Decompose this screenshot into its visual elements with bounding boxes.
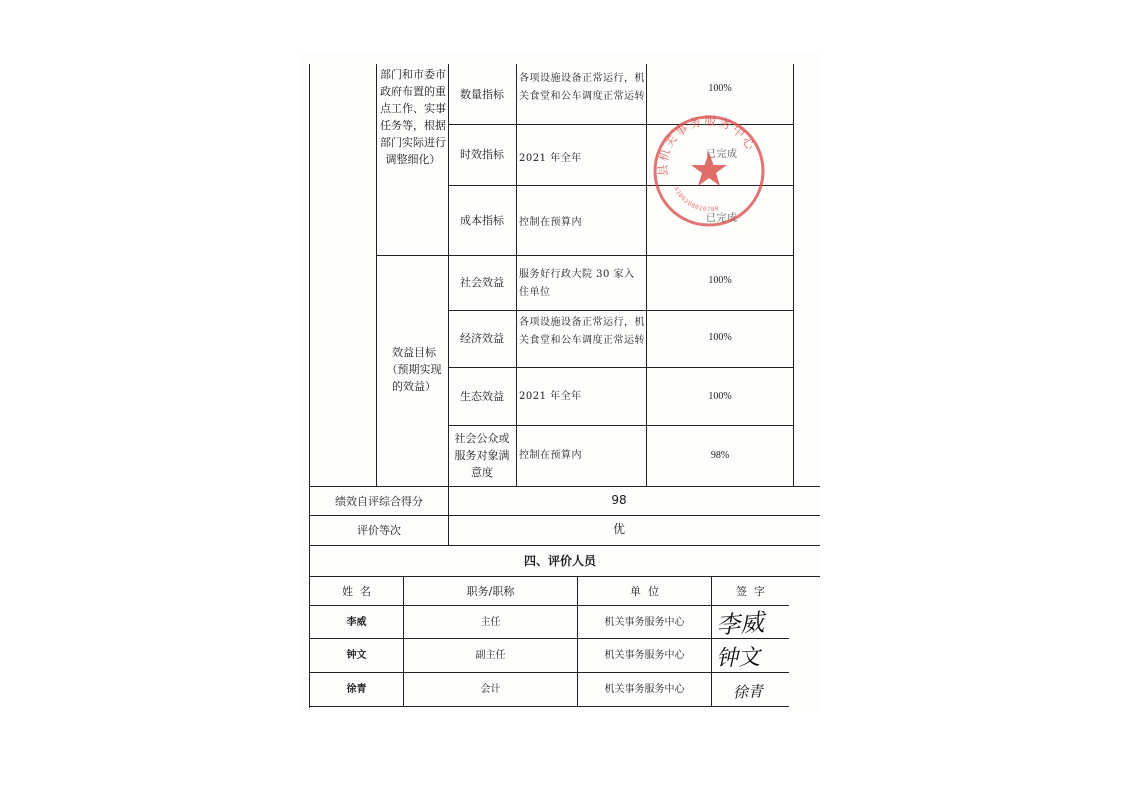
indicator-ecological-benefit: 生态效益 [460, 389, 504, 403]
person-name: 钟文 [346, 650, 367, 661]
value-timeliness: 已完成 [706, 149, 738, 160]
person-name: 李威 [346, 616, 367, 628]
handwritten-signature: 李威 [715, 608, 766, 640]
indicator-timeliness: 时效指标 [460, 148, 504, 161]
indicator-quantity: 数量指标 [460, 87, 504, 101]
grade-value: 优 [612, 522, 625, 536]
star-icon [691, 152, 727, 186]
content-social-benefit: 服务好行政大院 30 家入住单位 [519, 269, 635, 298]
header-name: 姓 名 [342, 584, 371, 598]
handwritten-signature: 钟文 [715, 645, 761, 672]
content-timeliness: 2021 年全年 [519, 153, 582, 164]
content-satisfaction: 控制在预算内 [519, 450, 582, 461]
stamp-number: 4306260020700 [672, 185, 720, 214]
handwritten-signature: 徐青 [732, 682, 764, 702]
person-title: 副主任 [475, 650, 506, 661]
value-ecological-benefit: 100% [708, 390, 732, 402]
indicator-social-benefit: 社会效益 [460, 276, 504, 289]
section-title: 四、评价人员 [523, 553, 596, 568]
content-ecological-benefit: 2021 年全年 [519, 391, 582, 402]
category-output-goal: 部门和市委市政府布置的重点工作、实事任务等，根据部门实际进行调整细化） [380, 68, 446, 166]
content-quantity: 各项设施设备正常运行，机关食堂和公车调度正常运转 [519, 73, 645, 102]
indicator-cost: 成本指标 [460, 213, 504, 227]
content-economic-benefit: 各项设施设备正常运行，机关食堂和公车调度正常运转 [519, 317, 645, 346]
score-value: 98 [611, 492, 627, 507]
score-label: 绩效自评综合得分 [335, 494, 423, 508]
header-title: 职务/职称 [466, 584, 515, 598]
official-seal-stamp [650, 112, 768, 230]
stamp-text: 县机关事务服务中心 [655, 113, 759, 177]
svg-text:4306260020700 [672, 186, 720, 213]
person-name: 徐青 [346, 684, 367, 695]
value-satisfaction: 98% [710, 450, 730, 461]
category-benefit-goal: 效益目标（预期实现的效益） [386, 346, 442, 393]
person-unit: 机关事务服务中心 [604, 684, 685, 695]
value-cost: 已完成 [706, 213, 738, 224]
person-title: 会计 [480, 684, 501, 695]
content-cost: 控制在预算内 [519, 217, 582, 228]
value-quantity: 100% [708, 82, 732, 94]
value-social-benefit: 100% [708, 274, 732, 286]
indicator-economic-benefit: 经济效益 [460, 332, 504, 345]
indicator-satisfaction: 社会公众或服务对象满意度 [454, 432, 510, 479]
header-signature: 签 字 [736, 584, 765, 598]
person-unit: 机关事务服务中心 [604, 650, 685, 661]
value-economic-benefit: 100% [708, 332, 732, 343]
person-title: 主任 [480, 616, 501, 628]
grade-label: 评价等次 [357, 524, 401, 537]
header-unit: 单 位 [630, 584, 659, 598]
person-unit: 机关事务服务中心 [604, 616, 685, 628]
